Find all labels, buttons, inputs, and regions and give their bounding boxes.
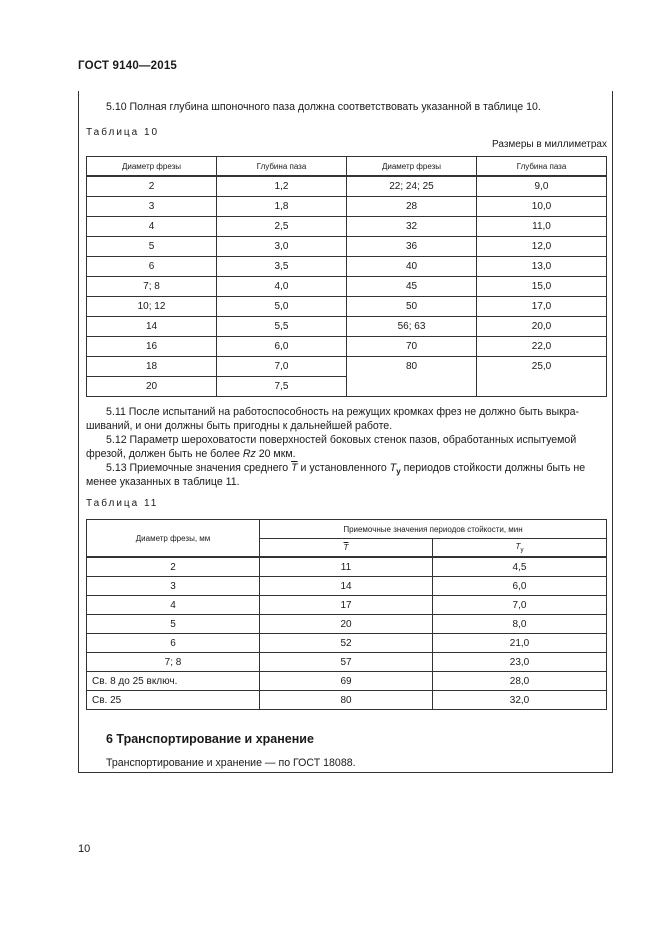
table-row — [87, 691, 607, 710]
table-cell: 7,0 — [217, 357, 347, 377]
paragraph-5-13-line-2: менее указанных в таблице 11. — [86, 476, 240, 488]
table-row — [87, 337, 607, 357]
table-cell: 4,0 — [217, 277, 347, 297]
table-cell: 10; 12 — [87, 297, 217, 317]
paragraph-5-13-line-1: 5.13 Приемочные значения среднего $\overline{T}$ и установленного $T_у$ периодов стойкости должны быть не — [106, 462, 586, 477]
table-cell: 22; 24; 25 — [347, 176, 477, 197]
table-row — [87, 317, 607, 337]
table-header-row — [87, 520, 607, 539]
table-cell: 22,0 — [477, 337, 607, 357]
table-cell: 5,0 — [217, 297, 347, 317]
table-cell: 4,5 — [433, 557, 607, 577]
table-cell: 52 — [260, 634, 433, 653]
table-11-label: Таблица 11 — [86, 498, 159, 509]
table-cell: 14 — [87, 317, 217, 337]
table-cell: 56; 63 — [347, 317, 477, 337]
table-cell: Св. 25 — [87, 691, 260, 710]
table-row — [87, 277, 607, 297]
table-cell: 23,0 — [433, 653, 607, 672]
table-cell: 80 — [347, 357, 477, 397]
table-cell: 25,0 — [477, 357, 607, 397]
table-row — [87, 615, 607, 634]
column-header: Диаметр фрезы — [87, 157, 217, 177]
table-cell: 6,0 — [433, 577, 607, 596]
section-6-title: 6 Транспортирование и хранение — [106, 732, 314, 746]
table-cell: 50 — [347, 297, 477, 317]
table-cell: 11,0 — [477, 217, 607, 237]
table-cell: 40 — [347, 257, 477, 277]
column-header: $\overline{T}$ — [260, 539, 433, 558]
table-cell: 28,0 — [433, 672, 607, 691]
table-row — [87, 577, 607, 596]
table-cell: 4 — [87, 217, 217, 237]
table-cell: 12,0 — [477, 237, 607, 257]
paragraph-5-12-line-1: 5.12 Параметр шероховатости поверхностей боковых стенок пазов, обработанных испытуемой — [106, 434, 577, 446]
table-10 — [86, 156, 607, 397]
table-cell: 69 — [260, 672, 433, 691]
column-group-header: Приемочные значения периодов стойкости, мин — [260, 520, 607, 539]
column-header: Диаметр фрезы, мм — [87, 520, 260, 558]
table-cell: 6,0 — [217, 337, 347, 357]
table-cell: 1,8 — [217, 197, 347, 217]
table-cell: 18 — [87, 357, 217, 377]
table-10-units: Размеры в миллиметрах — [492, 139, 607, 150]
table-cell: 36 — [347, 237, 477, 257]
table-row — [87, 257, 607, 277]
paragraph-5-12-line-2: фрезой, должен быть не более Rz 20 мкм. — [86, 448, 296, 460]
table-cell: 57 — [260, 653, 433, 672]
table-10-label: Таблица 10 — [86, 127, 160, 138]
paragraph-5-11-line-2: шиваний, и они должны быть пригодны к дальнейшей работе. — [86, 420, 393, 432]
table-cell: 4 — [87, 596, 260, 615]
table-row — [87, 596, 607, 615]
page-number: 10 — [78, 843, 91, 855]
table-cell: 2 — [87, 557, 260, 577]
paragraph-5-11-line-1: 5.11 После испытаний на работоспособность на режущих кромках фрез не должно быть выкра- — [106, 406, 580, 418]
table-cell: 10,0 — [477, 197, 607, 217]
table-row — [87, 197, 607, 217]
table-cell: 15,0 — [477, 277, 607, 297]
table-cell: 7; 8 — [87, 277, 217, 297]
column-header: Глубина паза — [217, 157, 347, 177]
table-cell: 17 — [260, 596, 433, 615]
table-cell: 5,5 — [217, 317, 347, 337]
table-cell: 28 — [347, 197, 477, 217]
table-11 — [86, 519, 607, 710]
table-cell: 3,5 — [217, 257, 347, 277]
table-cell: 32 — [347, 217, 477, 237]
table-cell: 3,0 — [217, 237, 347, 257]
table-cell: 1,2 — [217, 176, 347, 197]
table-row — [87, 557, 607, 577]
table-cell: 9,0 — [477, 176, 607, 197]
section-6-text: Транспортирование и хранение — по ГОСТ 18088. — [106, 757, 356, 769]
table-cell: 20 — [260, 615, 433, 634]
table-cell: 20 — [87, 377, 217, 397]
table-cell: 7,0 — [433, 596, 607, 615]
column-header: Диаметр фрезы — [347, 157, 477, 177]
column-header: $T_у$ — [433, 539, 607, 558]
table-row — [87, 672, 607, 691]
table-row — [87, 237, 607, 257]
paragraph-5-10: 5.10 Полная глубина шпоночного паза должна соответствовать указанной в таблице 10. — [106, 101, 541, 113]
table-cell: Св. 8 до 25 включ. — [87, 672, 260, 691]
table-row — [87, 217, 607, 237]
table-cell: 3 — [87, 197, 217, 217]
table-cell: 6 — [87, 257, 217, 277]
table-cell: 6 — [87, 634, 260, 653]
document-header: ГОСТ 9140—2015 — [78, 60, 178, 72]
table-cell: 45 — [347, 277, 477, 297]
table-row — [87, 634, 607, 653]
table-cell: 2 — [87, 176, 217, 197]
table-cell: 16 — [87, 337, 217, 357]
table-header-row — [87, 157, 607, 177]
table-cell: 14 — [260, 577, 433, 596]
table-cell: 13,0 — [477, 257, 607, 277]
table-cell: 80 — [260, 691, 433, 710]
table-cell: 7; 8 — [87, 653, 260, 672]
table-cell: 20,0 — [477, 317, 607, 337]
table-cell: 21,0 — [433, 634, 607, 653]
column-header: Глубина паза — [477, 157, 607, 177]
table-cell: 32,0 — [433, 691, 607, 710]
table-cell: 11 — [260, 557, 433, 577]
table-cell: 5 — [87, 615, 260, 634]
table-cell: 17,0 — [477, 297, 607, 317]
table-cell: 7,5 — [217, 377, 347, 397]
table-row — [87, 176, 607, 197]
table-cell: 2,5 — [217, 217, 347, 237]
table-cell: 3 — [87, 577, 260, 596]
table-row — [87, 357, 607, 377]
table-cell: 5 — [87, 237, 217, 257]
table-row — [87, 653, 607, 672]
table-cell: 8,0 — [433, 615, 607, 634]
table-row — [87, 297, 607, 317]
table-cell: 70 — [347, 337, 477, 357]
